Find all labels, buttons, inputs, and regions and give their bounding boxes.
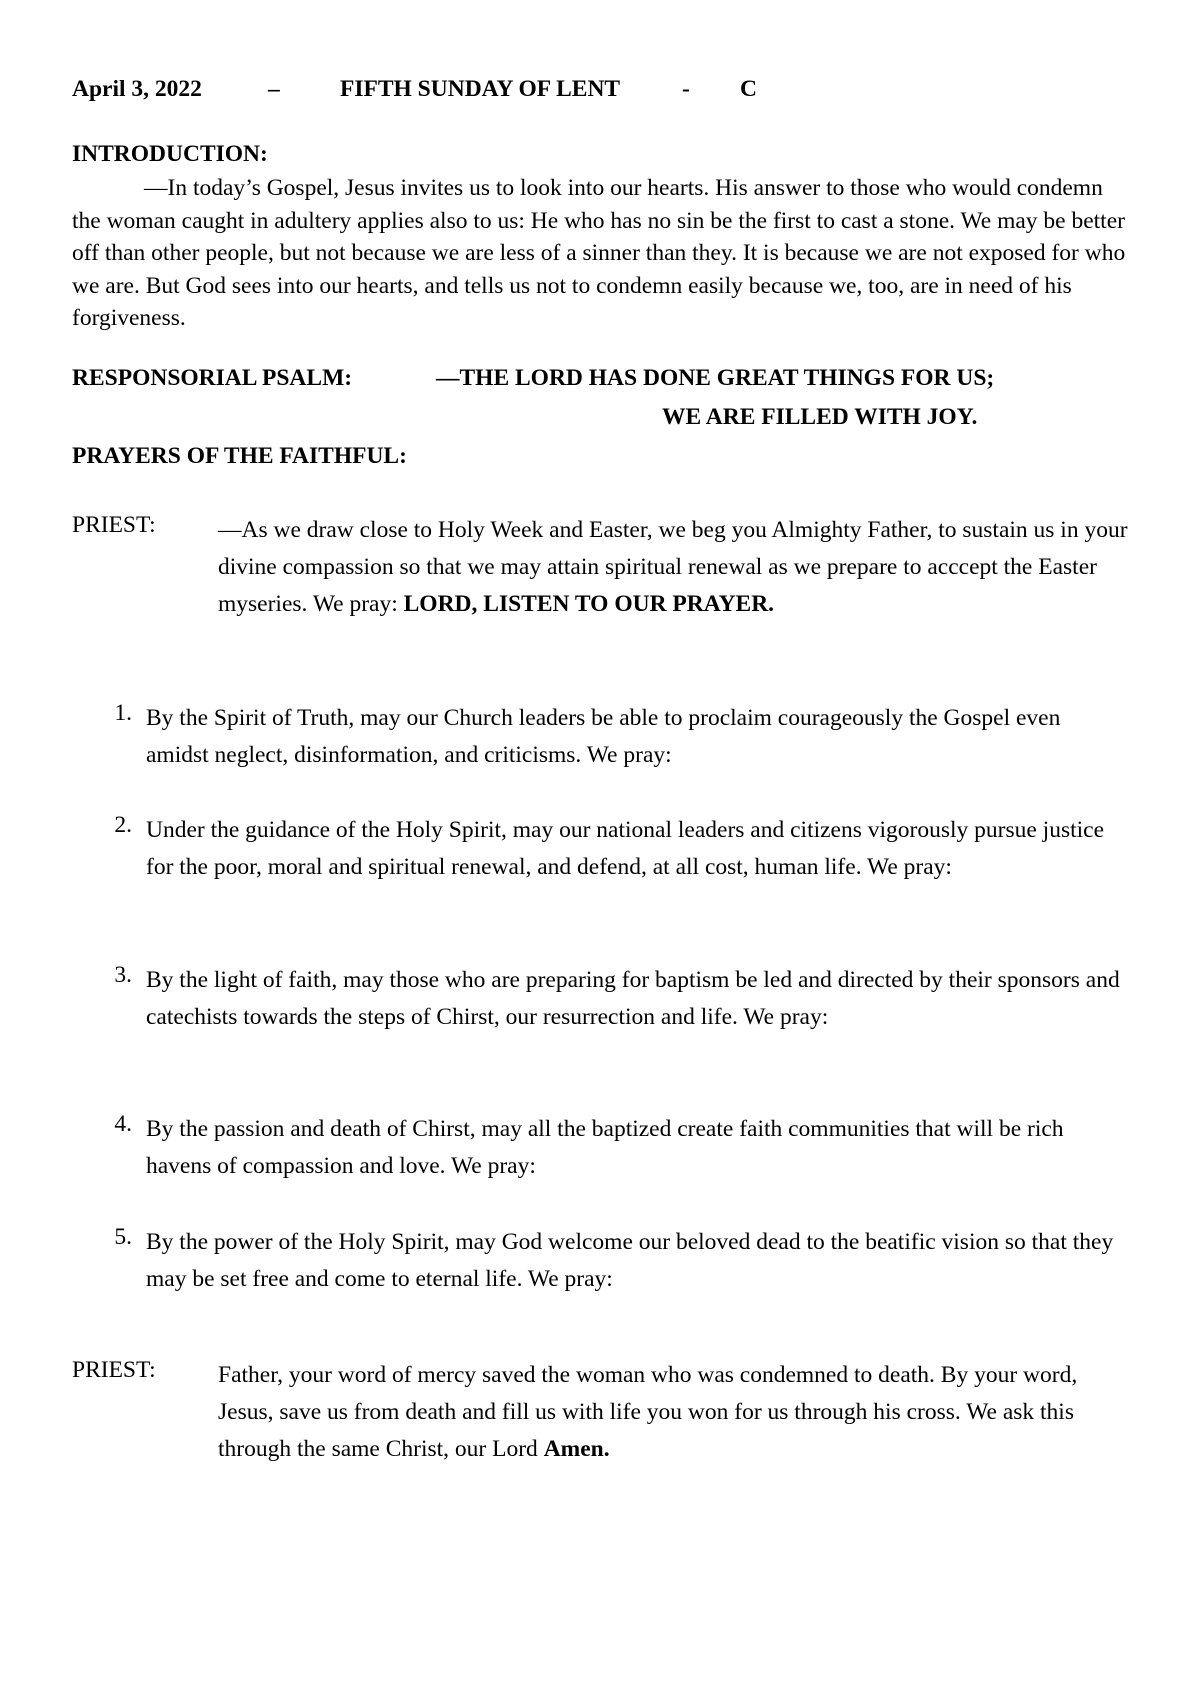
closing-prayer-text: Father, your word of mercy saved the woman who was condemned to death. By your word, Jesus, save us from death and fill us with life you won for us through his cross. We ask this through the same Christ, our Lord — [218, 1362, 1078, 1462]
opening-priest-label: PRIEST: — [72, 512, 156, 538]
responsorial-psalm-label: RESPONSORIAL PSALM: — [72, 365, 353, 391]
prayers-of-the-faithful-heading: PRAYERS OF THE FAITHFUL: — [72, 443, 407, 469]
header-dash-2: - — [682, 76, 690, 102]
opening-prayer-text: —As we draw close to Holy Week and Easter, we beg you Almighty Father, to sustain us in your divine compassion so that we may attain spiritual renewal as we prepare to acccept the Easter myseries. We pray: — [218, 517, 1128, 617]
intention-number: 2. — [114, 812, 132, 838]
intention-number: 4. — [114, 1111, 132, 1137]
intention-text: By the power of the Holy Spirit, may God welcome our beloved dead to the beatific vision so that they may be set free and come to eternal life. We pray: — [146, 1229, 1114, 1292]
header-cycle: C — [740, 76, 757, 102]
header-date: April 3, 2022 — [72, 76, 202, 102]
intention-number: 1. — [114, 700, 132, 726]
intention-number: 5. — [114, 1224, 132, 1250]
header-dash: – — [268, 76, 280, 102]
intention-number: 3. — [114, 962, 132, 988]
intention-text: By the Spirit of Truth, may our Church leaders be able to proclaim courageously the Gospel even amidst neglect, disinformation, and criticisms. We pray: — [146, 705, 1061, 768]
closing-amen: Amen. — [543, 1436, 610, 1462]
responsorial-psalm-response-line-2: WE ARE FILLED WITH JOY. — [662, 404, 978, 430]
responsorial-psalm-response-line-1: —THE LORD HAS DONE GREAT THINGS FOR US; — [436, 365, 995, 391]
closing-prayer — [218, 1357, 1128, 1468]
intention-text: By the passion and death of Chirst, may all the baptized create faith communities that will be rich havens of compassion and love. We pray: — [146, 1116, 1064, 1179]
intention-text: Under the guidance of the Holy Spirit, may our national leaders and citizens vigorously pursue justice for the poor, moral and spiritual renewal, and defend, at all cost, human life. We pray: — [146, 817, 1105, 880]
opening-prayer — [218, 512, 1128, 623]
introduction-text: —In today’s Gospel, Jesus invites us to look into our hearts. His answer to those who would condemn the woman caught in adultery applies also to us: He who has no sin be the first to cast a stone. We may be better off than other people, but not because we are less of a sinner than they. It is because we are not exposed for who we are. But God sees into our hearts, and tells us not to condemn easily because we, too, are in need of his forgiveness. — [72, 175, 1126, 331]
header-title: FIFTH SUNDAY OF LENT — [340, 76, 621, 102]
introduction-heading: INTRODUCTION: — [72, 141, 268, 167]
opening-prayer-response: LORD, LISTEN TO OUR PRAYER. — [403, 591, 775, 617]
intention-text: By the light of faith, may those who are preparing for baptism be led and directed by their sponsors and catechists towards the steps of Chirst, our resurrection and life. We pray: — [146, 967, 1120, 1030]
closing-priest-label: PRIEST: — [72, 1357, 156, 1383]
